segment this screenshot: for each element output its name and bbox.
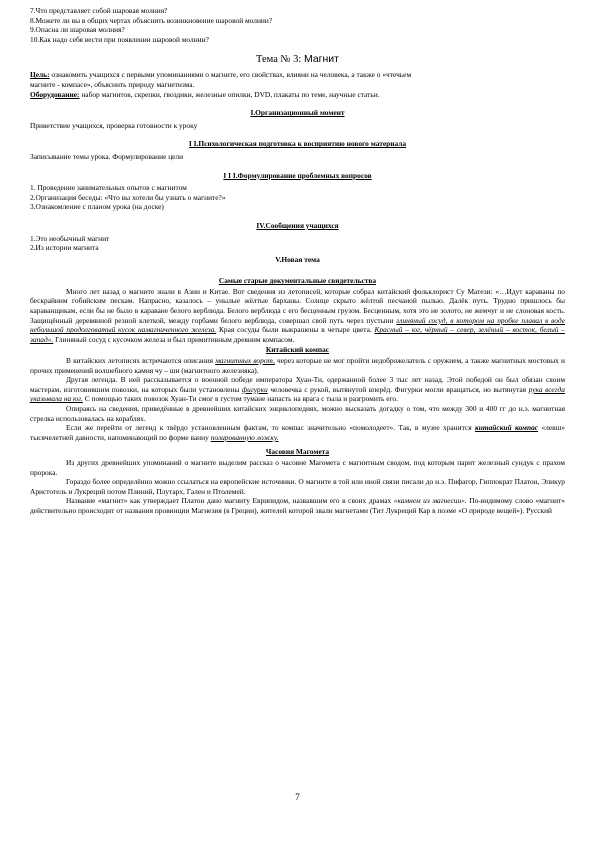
question-7: 7.Что представляет собой шаровая молния? (30, 6, 168, 15)
question-9: 9.Опасна ли шаровая молния? (30, 25, 125, 35)
theme-prefix: Тема № 3: (256, 54, 304, 66)
theme-title (30, 53, 565, 66)
theme-name: Магнит (303, 53, 339, 66)
chinese-p2-c: С помощью таких повозок Хуан-Ти смог в густом тумане напасть на врага с тыла и разгромить его. (84, 394, 398, 404)
oldest-text-cont: Края сосуды были выкрашены в четыре цвета. (218, 325, 372, 335)
chinese-p4-b: «левш» тысячелетней давности, напоминающий по форме ванну (30, 423, 565, 442)
chinese-p4-a: Если же перейти от легенд к твёрдо установленным фактам, то компас значительно «помолодеет». Так, в музее хранится (66, 423, 472, 433)
oldest-vessel-italic: глиняный сосуд, в котором на пробке плавал в воде небольшой продолговатый кусок намагниченного железа. (30, 315, 565, 335)
section-1-line-1: Приветствие учащихся, проверка готовности к уроку (30, 120, 198, 130)
section-1-title: I.Организационный момент (250, 108, 345, 118)
goal-text-1: ознакомить учащихся с первыми упоминаниями о магните, его свойствах, влияни на человека, а также о «чтечьем (49, 70, 412, 80)
goal-label: Цель: (30, 70, 50, 80)
mahomet-chapel-title: Часовня Магомета (265, 447, 330, 457)
hand-south-italic: рука всегда указывала на юг. (30, 384, 565, 404)
section-3-line-3: 3.Ознакомление с планом урока (на доске) (30, 202, 164, 212)
section-4-line-2: 2.Из истории магнита (30, 243, 99, 253)
section-3-line-1: 1. Проведение занимательных опытов с магнитом (30, 183, 187, 193)
section-5-title: V.Новая тема (275, 254, 320, 264)
question-8: 8.Можете ли вы в общих чертах объяснить возникновение шаровой молнии? (30, 15, 273, 25)
oldest-evidence-title: Самые старые документальные свидетельства (218, 276, 377, 286)
chinese-p1-b: через которые не мог пройти недоброжелатель с оружием, а также магнитных мостовых и прочих применений волшебного камня чу – ши (магнитного железняка). (30, 356, 565, 375)
goal-line-1 (30, 70, 565, 80)
section-2-line-1: Записывание темы урока. Формулирование цели (30, 151, 184, 161)
equipment-label: Оборудование: (30, 89, 80, 99)
page-content (30, 6, 565, 516)
mahomet-p3-a: Название «магнит» как утверждает Платон дано магниту Еврипидом, назвавшим его в своих драмах (66, 496, 392, 506)
chinese-p1-a: В китайских летописях встречаются описания (66, 356, 214, 366)
magnesia-stone-italic: «камнем из магнесии». (393, 496, 467, 506)
equipment-text: набор магнитов, скрепки, гвоздики, железные опилки, DVD, плакаты по теме, научные статьи. (79, 89, 380, 99)
figurines-italic: фигурки (241, 384, 268, 394)
goal-line-2: магните - компасе», объяснить природу магнетизма. (30, 79, 195, 89)
page-number: 7 (295, 792, 300, 802)
polished-spoon-italic: полированную ложку. (210, 432, 279, 442)
mahomet-p2: Гораздо более определённо можно ссылаться на европейские источники. О магните в той или иной связи писали до н.э. Пифагор, Гиппократ Платон, Эпикур Аристотель и Лукреций потом Плиний, Плутарх, Гален и Птолемей. (30, 477, 565, 496)
section-3-title: I I I.Формулирование проблемных вопросов (223, 170, 372, 180)
oldest-text: Много лет назад о магните знали в Азии и Китае. Вот сведения из летописей, которые собрал китайский фольклорист Су Матези: «…Идут караваны по бескрайним гобийским пескам. Напрасно, казалось – унылые жёлтые барханы. Солнце скрыто жёлтой песчаной пылью. Далёк путь. Трудно пришлось бы караванщикам, если бы не было в караване белого верблюда. Белого верблюда с его бесценным грузом. Бесценным, хотя это не золото, не жемчуг и не слоновая кость. Защищённый деревянной резной клеткой, между горбами белого верблюда, совершал свой путь через пустыни (30, 286, 565, 325)
mahomet-p1: Из других древнейших упоминаний о магните выделим рассказ о часовне Магомета с магнитным сводом, под которым парит железный сундук с прахом пророка. (30, 457, 565, 477)
section-2-title: I I.Психологическая подготовка к восприятию нового материала (188, 139, 407, 149)
oldest-evidence-paragraph (30, 287, 565, 345)
question-10: 10.Как надо себя вести при появлении шаровой молнии? (30, 34, 209, 44)
magnetic-gates-italic: магнитных ворот, (215, 356, 275, 366)
chinese-compass-paragraphs (30, 356, 565, 442)
section-4-title: IV.Сообщения учащихся (256, 220, 339, 230)
chinese-compass-title: Китайский компас (265, 345, 330, 355)
section-3-line-2: 2.Организация беседы: «Что вы хотели бы узнать о магните?» (30, 192, 226, 202)
chinese-p2-a: Другая легенда. В ней рассказывается о военной победе императора Хуан-Ти, одержанной более 3 тыс лет назад. Этой победой он был обязан своим мастерам, изготовившим повозки, на которых были установлены (30, 375, 565, 394)
equipment-line (30, 90, 565, 100)
chinese-compass-bold: китайский компас (474, 423, 539, 433)
oldest-colors-italic: Красный – юг, чёрный – север, зелёный – восток, белый – запад». (30, 325, 565, 344)
oldest-text-end: Глиняный сосуд с кусочком железа и был примитивным древним компасом. (55, 334, 295, 344)
section-4-line-1: 1.Это необычный магнит (30, 233, 110, 243)
chinese-p2-b: человечка с рукой, вытянутой вперёд. Фигурки могли вращаться, но вытянутая (270, 384, 527, 394)
mahomet-p3-b: По-видимому слово «магнит» действительно происходит от названия провинции Магнезия (в Греции), жителей которой звали магнетами (Тит Лукреций Кар в поэме «О природе вещей»). Русский (30, 496, 565, 515)
chinese-p3: Опираясь на сведения, приведённые в древнейших китайских энциклопедиях, можно высказать догадку о том, что между 300 и 400 гг до н.э. магнитная стрелка использовалась на кораблях. (30, 404, 565, 423)
mahomet-chapel-paragraphs (30, 458, 565, 516)
